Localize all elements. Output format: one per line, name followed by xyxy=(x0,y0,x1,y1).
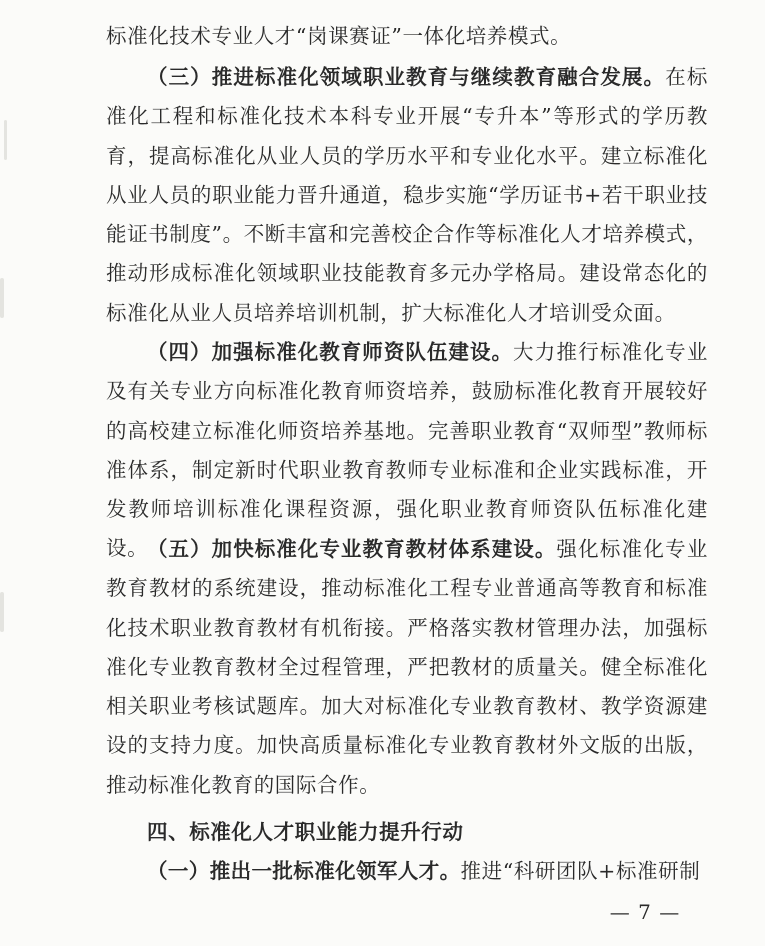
scan-mark xyxy=(0,278,4,318)
paragraph-text: 强化标准化专业教育教材的系统建设，推动标准化工程专业普通高等教育和标准化技术职业教育教材有机衔接。严格落实教材管理办法，加强标准化专业教育教材全过程管理，严把教材的质量关。健全标准化相关职业考核试题库。加大对标准化专业教育教材、教学资源建设的支持力度。加快高质量标准化专业教育教材外文版的出版，推动标准化教育的国际合作。 xyxy=(106,537,708,797)
paragraph-text: 推进“科研团队+标准研制 xyxy=(460,859,701,883)
paragraph-text: 在标准化工程和标准化技术本科专业开展“专升本”等形式的学历教育，提高标准化从业人员的学历水平和专业化水平。建立标准化从业人员的职业能力晋升通道，稳步实施“学历证书+若干职业技能证书制度”。不断丰富和完善校企合作等标准化人才培养模式，推动形成标准化领域职业技能教育多元办学格局。建设常态化的标准化从业人员培养培训机制，扩大标准化人才培训受众面。 xyxy=(106,65,708,325)
paragraph-lead: （一）推出一批标准化领军人才。 xyxy=(147,859,461,883)
paragraph-intro xyxy=(106,17,708,56)
section-heading: 四、标准化人才职业能力提升行动 xyxy=(147,820,464,844)
paragraph-lead: （三）推进标准化领域职业教育与继续教育融合发展。 xyxy=(147,65,666,89)
paragraph-section-3 xyxy=(106,58,708,333)
page-number: — 7 — xyxy=(609,900,681,924)
paragraph-section-5 xyxy=(106,530,708,805)
paragraph-lead: （五）加快标准化专业教育教材体系建设。 xyxy=(147,537,557,561)
paragraph-section-4-1 xyxy=(106,852,708,891)
scan-mark xyxy=(4,120,7,160)
paragraph-lead: （四）加强标准化教育师资队伍建设。 xyxy=(147,340,514,364)
paragraph-text: 标准化技术专业人才“岗课赛证”一体化培养模式。 xyxy=(106,24,572,48)
scan-mark xyxy=(0,592,4,632)
paragraph-text: 大力推行标准化专业及有关专业方向标准化教育师资培养，鼓励标准化教育开展较好的高校建立标准化师资培养基地。完善职业教育“双师型”教师标准体系，制定新时代职业教育教师专业标准和企业实践标准，开发教师培训标准化课程资源，强化职业教育师资队伍标准化建设。 xyxy=(106,340,708,561)
